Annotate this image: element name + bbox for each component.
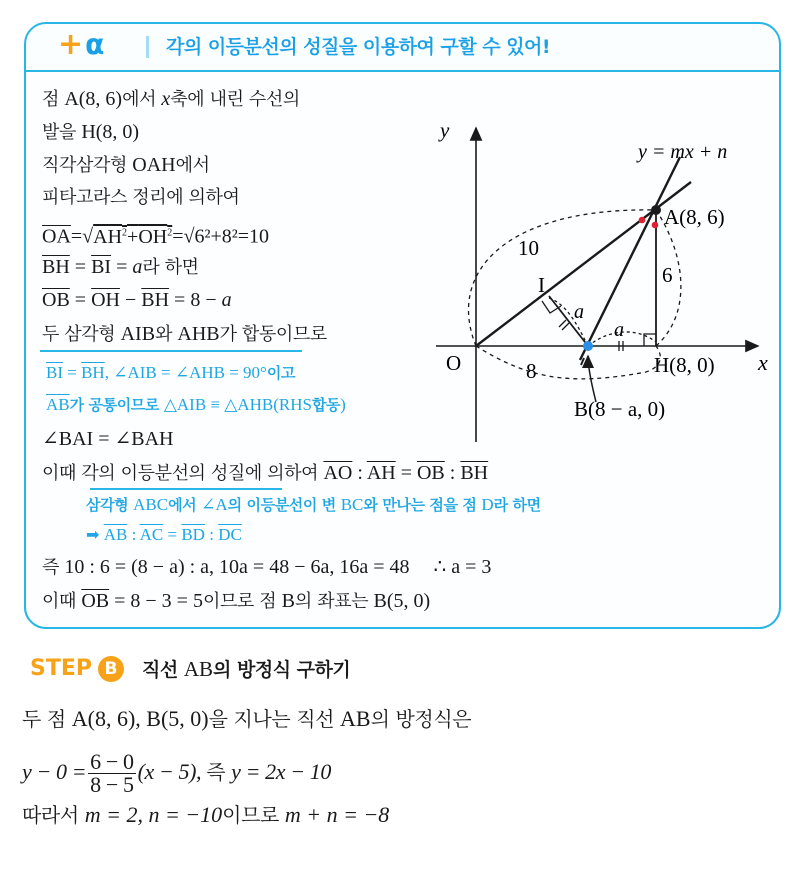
arc-8: [476, 346, 660, 379]
solution-line-4: 피타고라스 정리에 의하여: [42, 187, 240, 208]
solution-line-10: 이때 각의 이등분선의 성질에 의하여 $\overline{AO}$ : $\overline{AH} = \overline{OB}$ : $\overline{BH}$: [42, 462, 489, 484]
solution-box: [24, 70, 781, 629]
solution-line-6: $\overline{BH} = \overline{BI} = a$라 하면: [42, 256, 199, 278]
svg-text:8: 8: [526, 359, 537, 383]
note-line-1: $\overline{BI} = \overline{BH}$, ∠AIB = ∠AHB = 90°이고: [46, 363, 296, 382]
plus-icon: +: [58, 27, 84, 62]
solution-line-9: ∠BAI = ∠BAH: [42, 428, 174, 450]
note-line-2: $\overline{AB}$가 공통이므로 △AIB ≡ △AHB(RHS합동): [46, 395, 346, 414]
point-a: [651, 205, 661, 215]
tip-title: 각의 이등분선의 성질을 이용하여 구할 수 있어!: [166, 36, 551, 58]
answer-line-1: 두 점 A(8, 6), B(5, 0)을 지나는 직선 AB의 방정식은: [22, 706, 472, 731]
angle-dot-2: [652, 222, 659, 229]
solution-line-11: 즉 10 : 6 = (8 − a) : a, 10a = 48 − 6a, 16a = 48 ∴ a = 3: [42, 556, 492, 578]
highlight-underline-2: [90, 488, 282, 490]
svg-text:B(8 − a, 0): B(8 − a, 0): [574, 397, 666, 421]
solution-line-8: 두 삼각형 AIB와 AHB가 합동이므로: [42, 323, 327, 345]
solution-line-3: 직각삼각형 OAH에서: [42, 154, 210, 176]
svg-text:A(8, 6): A(8, 6): [664, 205, 725, 229]
tip-header: [26, 24, 779, 70]
svg-text:H(8, 0): H(8, 0): [654, 353, 715, 377]
solution-line-5: $\overline{OA}=√AH^2+OH^2=√6^2+8^2=10$: [42, 225, 270, 248]
svg-text:x: x: [758, 350, 768, 375]
step-label: STEP: [30, 656, 93, 681]
step-title: 직선 AB의 방정식 구하기: [142, 657, 351, 681]
alpha-icon: α: [85, 28, 105, 61]
svg-text:O: O: [446, 351, 462, 375]
svg-text:I: I: [538, 273, 545, 297]
point-b: [583, 341, 593, 351]
note-line-3: 삼각형 ABC에서 ∠A의 이등분선이 변 BC와 만나는 점을 점 D라 하면: [86, 495, 541, 514]
solution-line-2: 발을 H(8, 0): [42, 121, 140, 143]
tip-box: [24, 22, 781, 629]
svg-text:6: 6: [662, 263, 673, 287]
slope-fraction: $\frac{6 - 0}{8 - 5}$: [90, 749, 134, 798]
answer-line-3: 따라서 m = 2, n = −10이므로 m + n = −8: [22, 802, 390, 827]
svg-text:y: y: [440, 118, 450, 142]
svg-text:y = mx + n: y = mx + n: [638, 141, 728, 163]
angle-dot-1: [639, 217, 646, 224]
step-badge-b: B: [98, 656, 124, 682]
svg-text:a: a: [614, 319, 624, 341]
step-b-heading: [30, 655, 350, 682]
solution-line-12: 이때 $\overline{OB} = 8 - 3 = 5$이므로 점 B의 좌표는 B(5, 0): [42, 590, 431, 612]
arrow-right-icon: ➡: [86, 525, 104, 544]
line-ab: [580, 157, 680, 360]
plus-alpha-icon: [58, 27, 105, 62]
note-line-4: ➡ $\overline{AB}$ : $\overline{AC} = \overline{BD}$ : $\overline{DC}$: [86, 525, 242, 544]
highlight-underline-1: [40, 350, 302, 352]
svg-text:a: a: [574, 301, 584, 323]
answer-line-2: y − 0 = $\frac{6 - 0}{8 - 5}$ (x − 5), 즉 y = 2x − 10: [22, 749, 331, 798]
solution-line-1: 점 A(8, 6)에서 x축에 내린 수선의: [42, 88, 300, 110]
coordinate-diagram: [406, 112, 776, 442]
svg-text:10: 10: [518, 236, 539, 260]
header-divider: [146, 36, 149, 58]
solution-line-7: $\overline{OB} = \overline{OH} - \overline{BH} = 8 - a$: [42, 289, 232, 311]
